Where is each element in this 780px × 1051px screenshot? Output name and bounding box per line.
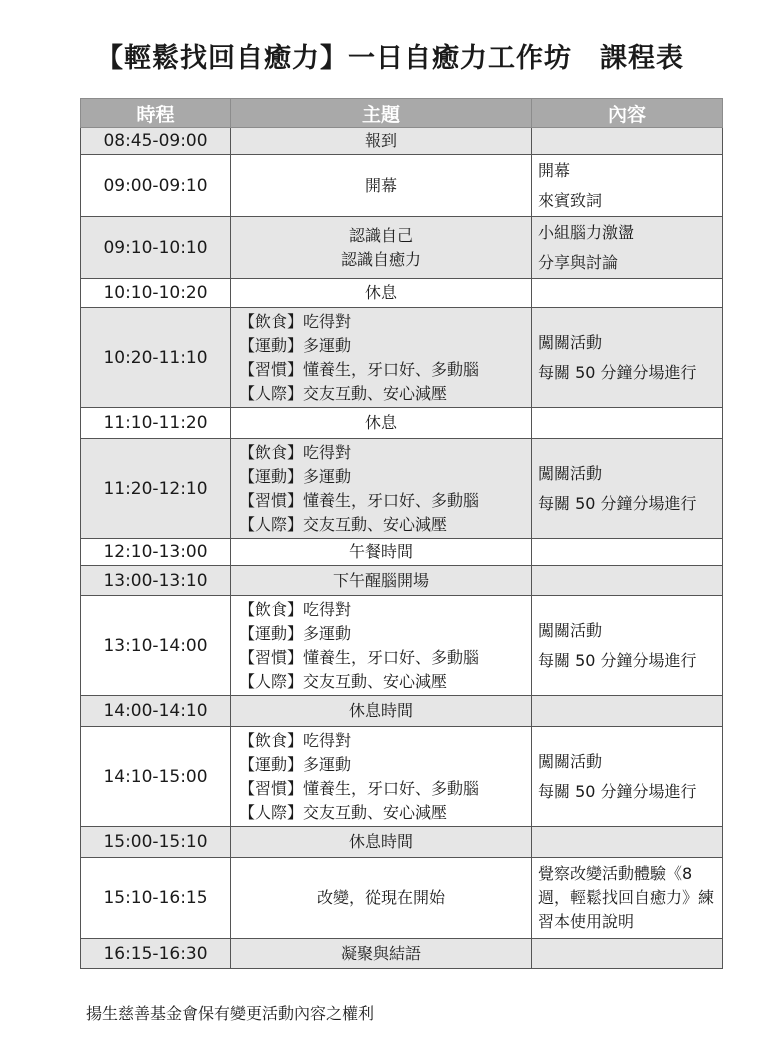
topic-line: 【人際】交友互動、安心減壓 xyxy=(239,802,448,822)
topic-line: 改變，從現在開始 xyxy=(316,888,445,907)
schedule-table xyxy=(80,98,723,969)
table-row xyxy=(81,539,723,566)
table-header-row xyxy=(81,99,723,128)
row-content xyxy=(532,539,723,566)
topic-line: 【運動】多運動 xyxy=(239,623,352,643)
content-line: 每關 50 分鐘分場進行 xyxy=(538,650,697,670)
row-time: 11:10-11:20 xyxy=(81,408,231,439)
header-content: 內容 xyxy=(532,99,723,128)
row-time: 14:00-14:10 xyxy=(81,696,231,727)
topic-line: 開幕 xyxy=(364,175,397,195)
row-content xyxy=(532,128,723,155)
topic-line: 認識自癒力 xyxy=(340,249,421,269)
row-time: 09:00-09:10 xyxy=(81,155,231,217)
topic-line: 休息 xyxy=(364,413,397,432)
row-topic xyxy=(231,596,532,696)
topic-line: 【習慣】懂養生，牙口好、多動腦 xyxy=(239,778,480,798)
row-content xyxy=(532,155,723,217)
row-time: 13:00-13:10 xyxy=(81,566,231,596)
row-content xyxy=(532,217,723,279)
content-line: 每關 50 分鐘分場進行 xyxy=(538,493,697,513)
table-row xyxy=(81,827,723,858)
schedule-body xyxy=(81,128,723,969)
row-topic xyxy=(231,727,532,827)
row-topic xyxy=(231,308,532,408)
row-topic xyxy=(231,128,532,155)
row-content xyxy=(532,727,723,827)
topic-line: 認識自己 xyxy=(348,225,413,245)
content-line: 每關 50 分鐘分場進行 xyxy=(538,781,697,801)
row-content xyxy=(532,596,723,696)
row-content xyxy=(532,439,723,539)
topic-line: 午餐時間 xyxy=(348,542,413,561)
topic-line: 休息時間 xyxy=(348,701,413,720)
row-time: 16:15-16:30 xyxy=(81,939,231,969)
row-content xyxy=(532,858,723,939)
topic-line: 【習慣】懂養生，牙口好、多動腦 xyxy=(239,359,480,379)
topic-line: 【運動】多運動 xyxy=(239,335,352,355)
row-topic xyxy=(231,696,532,727)
row-topic xyxy=(231,939,532,969)
row-content xyxy=(532,939,723,969)
topic-line: 【習慣】懂養生，牙口好、多動腦 xyxy=(239,647,480,667)
row-time: 12:10-13:00 xyxy=(81,539,231,566)
table-row xyxy=(81,279,723,308)
row-topic xyxy=(231,279,532,308)
row-topic xyxy=(231,155,532,217)
content-line: 來賓致詞 xyxy=(538,190,603,210)
row-topic xyxy=(231,408,532,439)
footer-note: 揚生慈善基金會保有變更活動內容之權利 xyxy=(86,1004,375,1023)
topic-line: 【運動】多運動 xyxy=(239,754,352,774)
topic-line: 休息時間 xyxy=(348,832,413,851)
topic-line: 【人際】交友互動、安心減壓 xyxy=(239,383,448,403)
table-row xyxy=(81,308,723,408)
row-time: 15:00-15:10 xyxy=(81,827,231,858)
row-content xyxy=(532,408,723,439)
topic-line: 凝聚與結語 xyxy=(340,943,421,963)
row-time: 10:10-10:20 xyxy=(81,279,231,308)
row-topic xyxy=(231,566,532,596)
content-line: 每關 50 分鐘分場進行 xyxy=(538,362,697,382)
topic-line: 【人際】交友互動、安心減壓 xyxy=(239,514,448,534)
topic-line: 【飲食】吃得對 xyxy=(239,311,352,331)
table-row xyxy=(81,939,723,969)
content-line: 分享與討論 xyxy=(538,252,619,272)
row-content xyxy=(532,566,723,596)
row-content xyxy=(532,308,723,408)
content-line: 闖關活動 xyxy=(538,463,603,483)
row-topic xyxy=(231,439,532,539)
table-row xyxy=(81,727,723,827)
content-line: 闖關活動 xyxy=(538,332,603,352)
table-row xyxy=(81,439,723,539)
topic-line: 【習慣】懂養生，牙口好、多動腦 xyxy=(239,490,480,510)
row-content xyxy=(532,279,723,308)
content-line: 覺察改變活動體驗《8週，輕鬆找回自癒力》練習本使用說明 xyxy=(538,864,715,931)
row-time: 14:10-15:00 xyxy=(81,727,231,827)
topic-line: 【人際】交友互動、安心減壓 xyxy=(239,671,448,691)
table-row xyxy=(81,566,723,596)
row-topic xyxy=(231,539,532,566)
topic-line: 【飲食】吃得對 xyxy=(239,442,352,462)
row-topic xyxy=(231,217,532,279)
table-row xyxy=(81,128,723,155)
page-title: 【輕鬆找回自癒力】一日自癒力工作坊 課程表 xyxy=(96,43,684,74)
table-row xyxy=(81,596,723,696)
content-line: 闖關活動 xyxy=(538,620,603,640)
table-row xyxy=(81,696,723,727)
topic-line: 【飲食】吃得對 xyxy=(239,599,352,619)
row-time: 08:45-09:00 xyxy=(81,128,231,155)
topic-line: 【飲食】吃得對 xyxy=(239,730,352,750)
table-row xyxy=(81,155,723,217)
table-row xyxy=(81,408,723,439)
row-content xyxy=(532,696,723,727)
row-content xyxy=(532,827,723,858)
table-row xyxy=(81,217,723,279)
content-line: 開幕 xyxy=(538,160,571,180)
row-topic xyxy=(231,827,532,858)
row-time: 10:20-11:10 xyxy=(81,308,231,408)
row-time: 15:10-16:15 xyxy=(81,858,231,939)
row-time: 09:10-10:10 xyxy=(81,217,231,279)
topic-line: 下午醒腦開場 xyxy=(332,570,429,590)
content-line: 小組腦力激盪 xyxy=(538,222,635,242)
row-time: 11:20-12:10 xyxy=(81,439,231,539)
row-topic xyxy=(231,858,532,939)
header-time: 時程 xyxy=(81,99,231,128)
row-time: 13:10-14:00 xyxy=(81,596,231,696)
content-line: 闖關活動 xyxy=(538,751,603,771)
topic-line: 報到 xyxy=(364,131,397,150)
header-topic: 主題 xyxy=(231,99,532,128)
topic-line: 休息 xyxy=(364,283,397,302)
table-row xyxy=(81,858,723,939)
topic-line: 【運動】多運動 xyxy=(239,466,352,486)
